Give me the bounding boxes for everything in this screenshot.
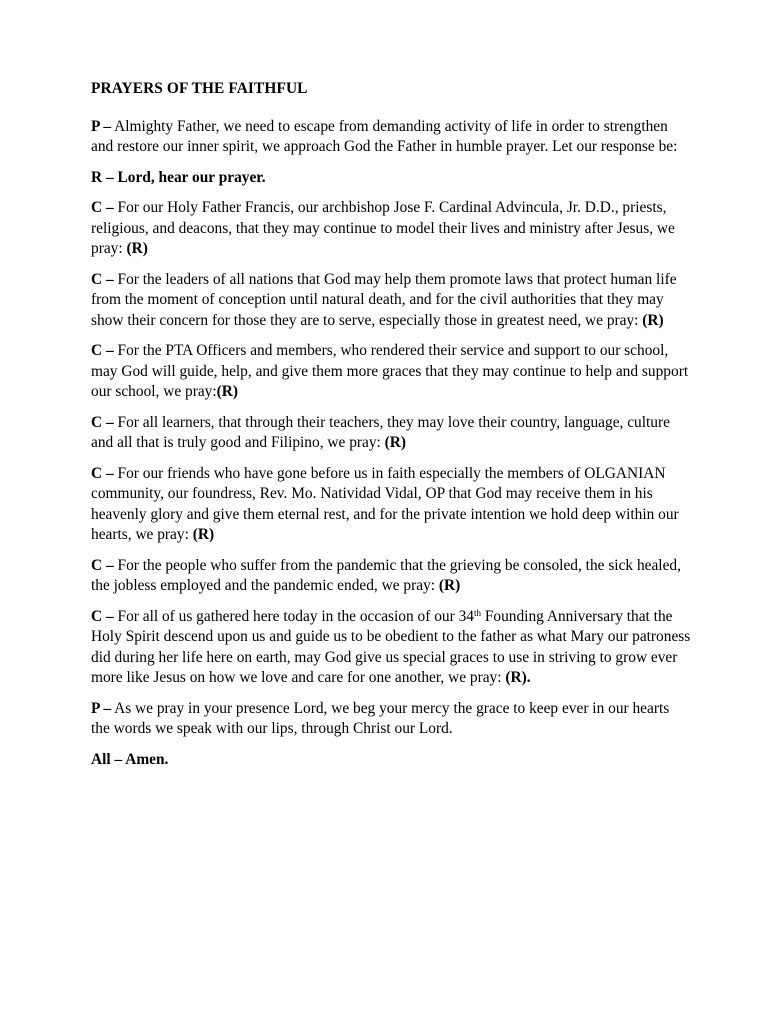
speaker-label: C – [91,342,114,359]
opening-prayer [91,117,691,158]
amen-line: All – Amen. [91,750,169,768]
petition-text: For the people who suffer from the pandemic that the grieving be consoled, the sick healed, the jobless employed and the pandemic ended, we pray: [91,556,681,594]
speaker-label: C – [91,464,114,482]
petition-item [91,413,691,454]
petition-text: For the PTA Officers and members, who rendered their service and support to our school, may God will guide, help, and give them more graces that they may continue to help and support our school, we pray: [91,342,689,400]
speaker-label: C – [91,199,114,216]
petition-text: For all learners, that through their teachers, they may love their country, language, culture and all that is truly good and Filipino, we pray: [91,413,670,451]
petition-text: For our Holy Father Francis, our archbishop Jose F. Cardinal Advincula, Jr. D.D., priests, religious, and deacons, that they may continue to model their lives and ministry after Jesus, we pray: [91,199,675,257]
speaker-label: P – [91,117,112,135]
document-title: PRAYERS OF THE FAITHFUL [91,80,308,97]
response-line: R – Lord, hear our prayer. [91,168,266,186]
response-tag: (R) [642,311,664,329]
speaker-label: C – [91,607,114,625]
petition-text-continued: Founding Anniversary that the Holy Spirit descend upon us and guide us to be obedient to the father as what Mary our patroness did during her life here on earth, may God give us special graces to use in striving to grow ever more like Jesus on how we love and care for one another, we pray: [91,607,691,686]
petition-item [91,341,691,403]
response-tag: (R) [384,434,407,451]
response-tag: (R) [438,577,461,594]
petition-item-anniversary [91,607,691,689]
petition-item [91,270,691,332]
speaker-label: C – [91,556,114,574]
speaker-label: C – [91,413,114,431]
response-tag: (R) [192,526,215,543]
speaker-label: P – [91,699,112,717]
prayer-text: As we pray in your presence Lord, we beg your mercy the grace to keep ever in our hearts the words we speak with our lips, through Christ our Lord. [91,699,670,737]
petition-text: For the leaders of all nations that God may help them promote laws that protect human life from the moment of conception until natural death, and for the civil authorities that they may show their concern for those they are to serve, especially those in greatest need, we pray: [91,270,677,329]
response-tag: (R). [505,669,531,686]
ordinal-suffix: th [473,607,481,618]
petition-item [91,556,691,597]
document-page [91,79,691,780]
prayer-text: Almighty Father, we need to escape from demanding activity of life in order to strengthen and restore our inner spirit, we approach God the Father in humble prayer. Let our response be: [91,117,678,155]
petition-text: For our friends who have gone before us in faith especially the members of OLGANIAN community, our foundress, Rev. Mo. Natividad Vidal, OP that God may receive them in his heavenly glory and give them eternal rest, and for the private intention we hold deep within our hearts, we pray: [91,464,679,543]
speaker-label: C – [91,270,114,288]
petition-text: For all of us gathered here today in the occasion of our 34 [113,607,474,625]
response-tag: (R) [126,240,148,257]
response-tag: (R) [216,383,239,400]
closing-prayer [91,699,691,740]
petition-item [91,464,691,546]
petition-item [91,198,691,260]
